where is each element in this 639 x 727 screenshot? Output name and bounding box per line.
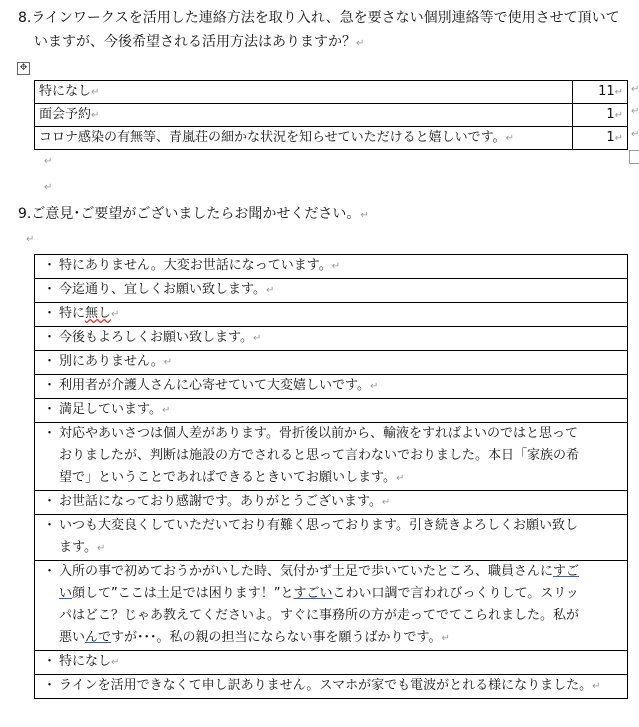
table-move-handle-icon[interactable]: ✥ — [17, 62, 30, 75]
row-end-mark: ↵ — [631, 129, 639, 140]
table-row: ・ 特に無し↵ — [35, 303, 628, 327]
table-cell-count: 1↵ — [573, 104, 628, 127]
table-cell-label: コロナ感染の有無等、青嵐荘の細かな状況を知らせていただけると嬉しいです。↵ — [35, 127, 573, 150]
table-row: ・ 特にありません。大変お世話になっています。↵ — [35, 255, 628, 279]
spellcheck-underline: 無し — [85, 306, 112, 321]
row-end-mark: ↵ — [631, 84, 639, 95]
question-9-title: 9.ご意見･ご要望がございましたらお聞かせください。↵ — [18, 206, 369, 222]
table-row — [35, 81, 628, 104]
table-row — [35, 127, 628, 150]
table-row: ・ 利用者が介護人さんに心寄せていて大変嬉しいです。↵ — [35, 375, 628, 399]
question-8-line-2: いますが、今後希望される活用方法はありますか？↵ — [34, 34, 365, 50]
table-resize-handle[interactable] — [629, 150, 639, 164]
paragraph-mark: ↵ — [44, 182, 53, 193]
table-cell-count: 1↵ — [573, 127, 628, 150]
table-row: ・ 入所の事で初めておうかがいした時、気付かず土足で歩いていたところ、職員さんにすご い顔して”ここは土足では困ります！”とすごいこわい口調で言われびっくりして。スリッ パはどこ？じゃあ教えてくださいよ。すぐに事務所の方が走ってでてこられました。私が 悪いんですが･･･。私の親の担当にならない事を願うばかりです。↵ — [35, 561, 628, 651]
table-row — [35, 104, 628, 127]
table-row: ・ お世話になっており感謝です。ありがとうございます。↵ — [35, 491, 628, 515]
table-row: ・ 今後もよろしくお願い致します。↵ — [35, 327, 628, 351]
table-row: ・ 今迄通り、宜しくお願い致します。↵ — [35, 279, 628, 303]
table-row: ・ 満足しています。↵ — [35, 399, 628, 423]
table-row: ・ ラインを活用できなくて申し訳ありません。スマホが家でも電波がとれる様になりました。↵ — [35, 675, 628, 699]
table-cell-count: 11↵ — [573, 81, 628, 104]
table-row: ・ いつも大変良くしていただいており有難く思っております。引き続きよろしくお願い致し ます。↵ — [35, 515, 628, 561]
table-row: ・ 別にありません。↵ — [35, 351, 628, 375]
table-cell-label: 特になし↵ — [35, 81, 573, 104]
table-cell-label: 面会予約↵ — [35, 104, 573, 127]
paragraph-mark: ↵ — [44, 156, 53, 167]
paragraph-mark: ↵ — [26, 234, 35, 245]
table-row: ・ 特になし↵ — [35, 651, 628, 675]
comments-table-q9 — [34, 254, 628, 699]
question-8-line-1: 8.ラインワークスを活用した連絡方法を取り入れ、急を要さない個別連絡等で使用させて頂いて — [18, 10, 620, 26]
row-end-mark: ↵ — [631, 106, 639, 117]
responses-table-q8 — [34, 80, 628, 150]
table-row: ・ 対応やあいさつは個人差があります。骨折後以前から、輸液をすればよいのではと思って おりましたが、判断は施設の方でされると思って言わないでおりました。本日「家族の希 望で」ということであればできるときいてお願いします。↵ — [35, 423, 628, 491]
